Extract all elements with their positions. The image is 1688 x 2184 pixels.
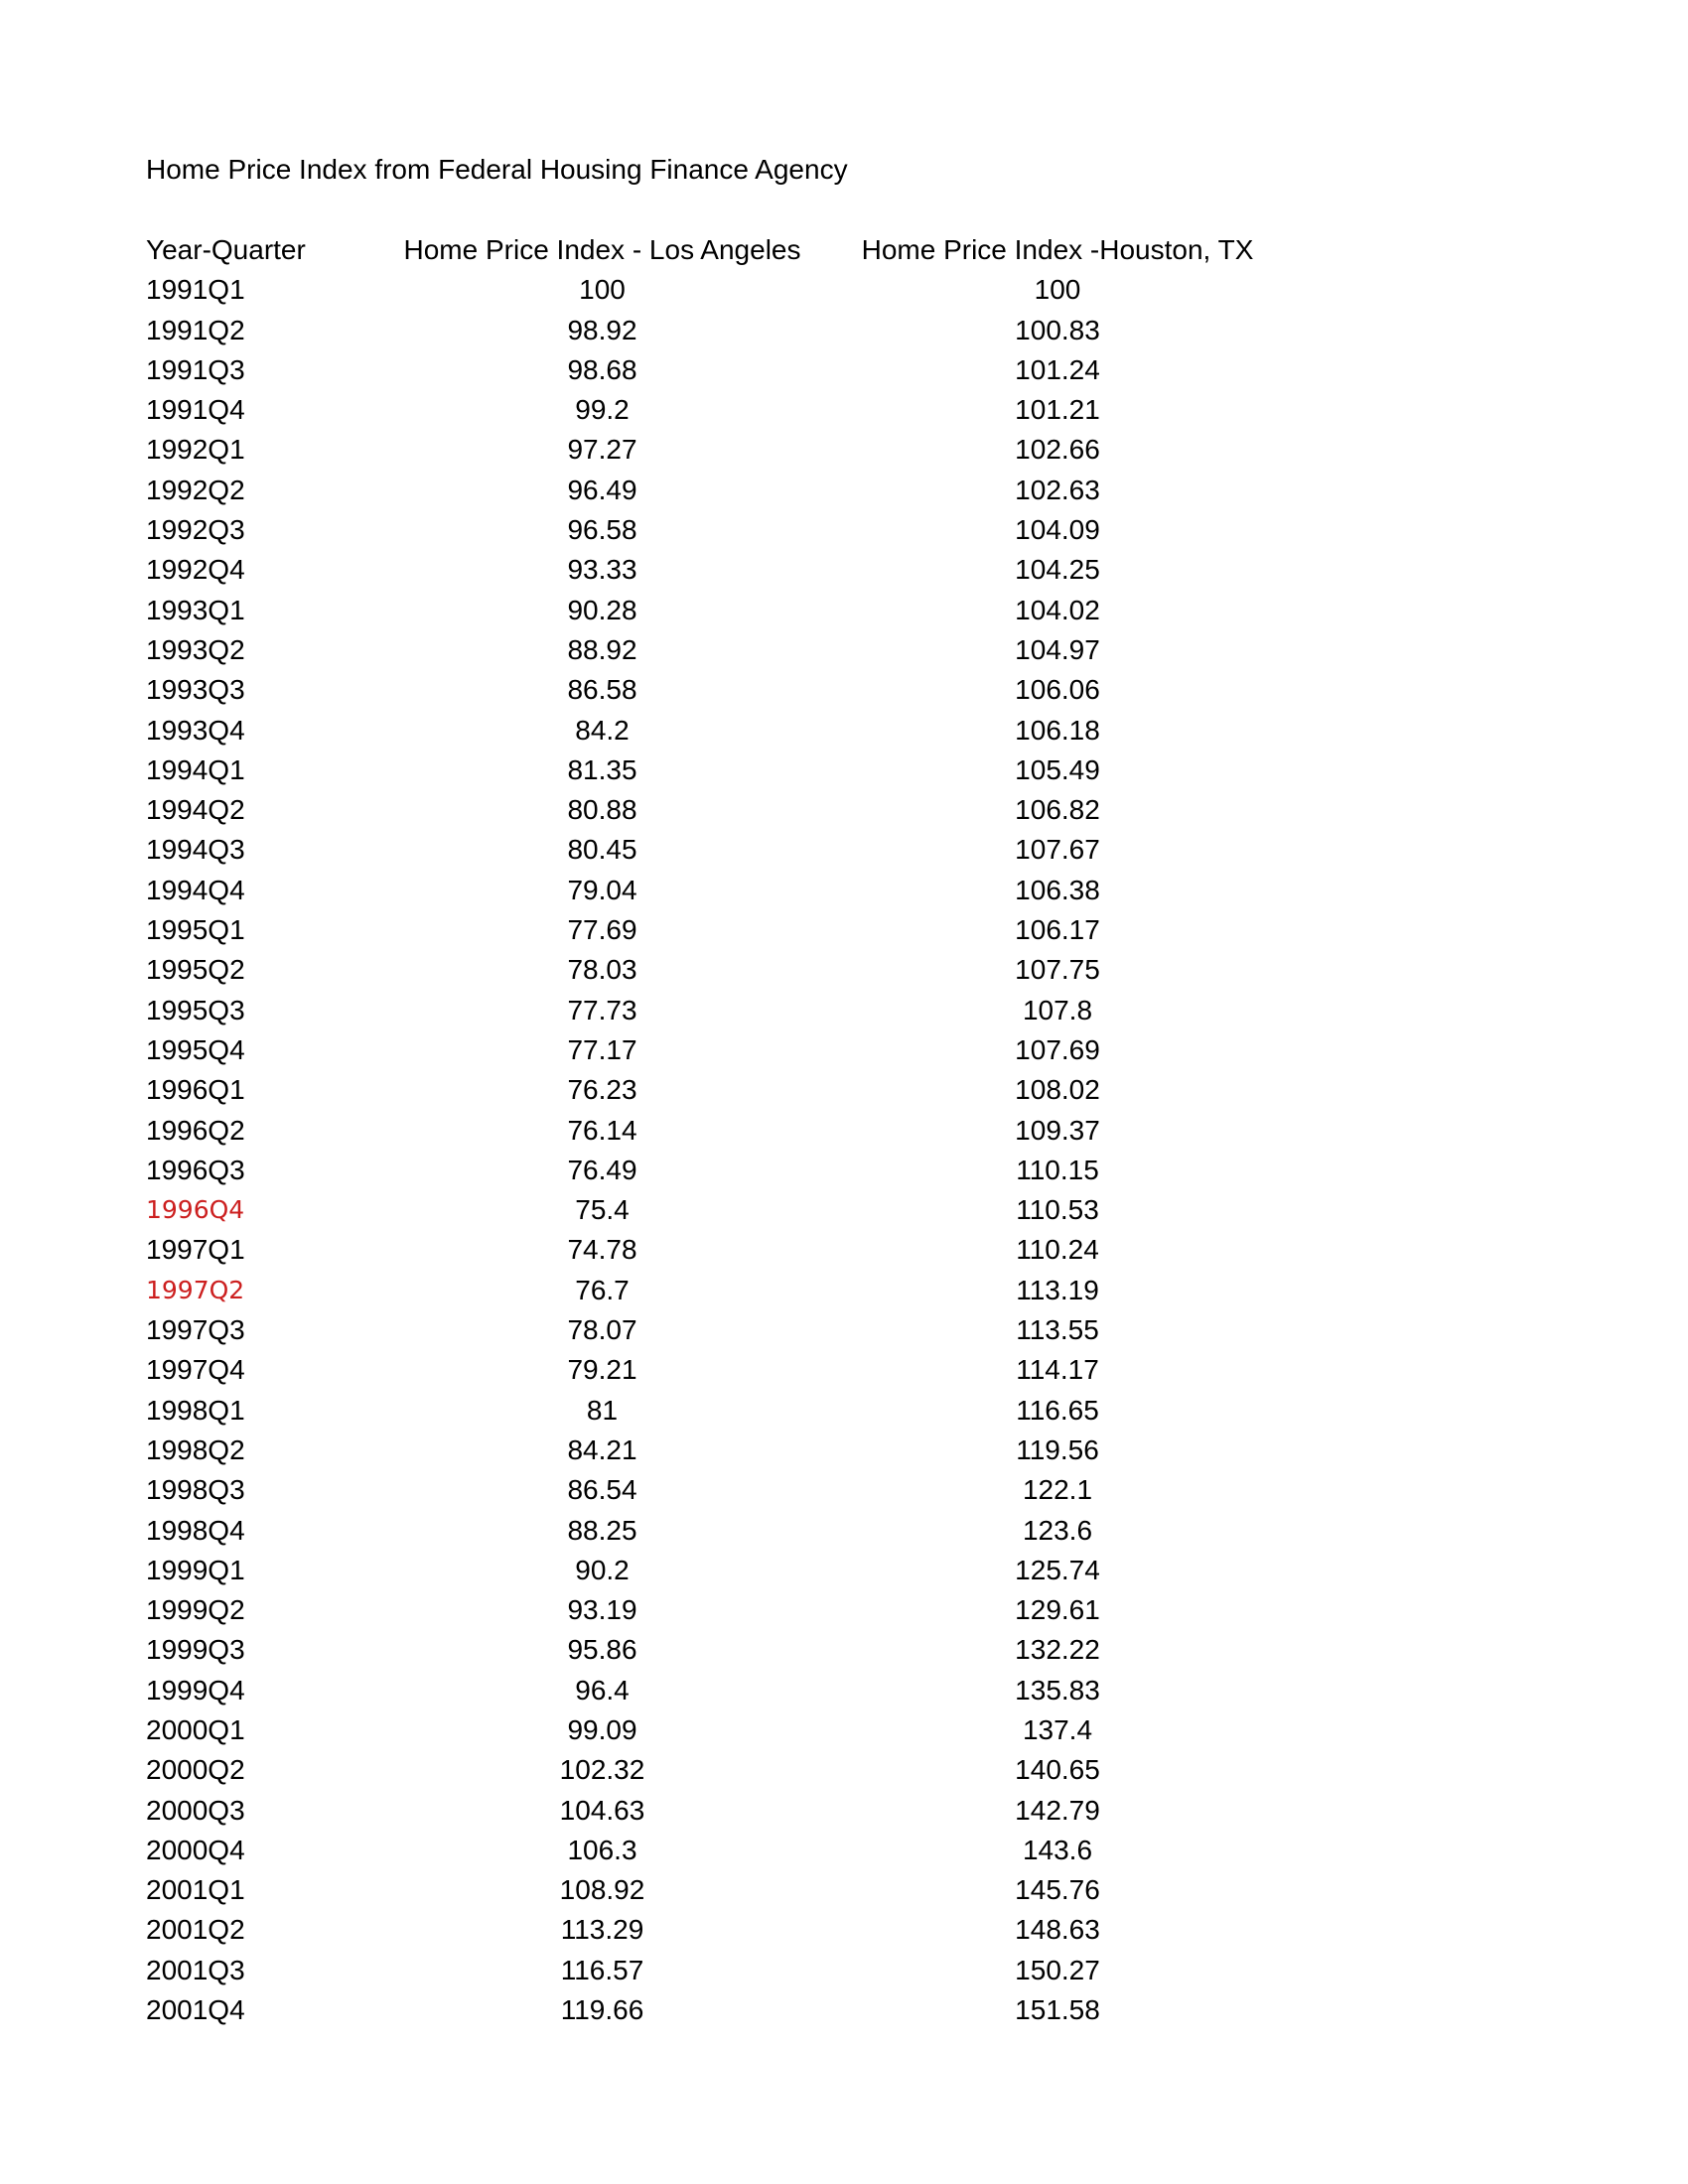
cell-year-quarter: 1998Q2 xyxy=(146,1433,245,1465)
cell-houston-index: 140.65 xyxy=(1015,1754,1100,1786)
table-row xyxy=(146,1951,1287,1990)
cell-houston-index: 108.02 xyxy=(1015,1074,1100,1106)
cell-los-angeles-index: 90.2 xyxy=(575,1554,630,1585)
cell-houston-index: 107.75 xyxy=(1015,954,1100,986)
cell-houston-index: 107.69 xyxy=(1015,1033,1100,1065)
cell-year-quarter: 1991Q2 xyxy=(146,314,245,345)
cell-los-angeles-index: 86.58 xyxy=(567,674,637,706)
cell-houston-index: 110.15 xyxy=(1016,1154,1099,1185)
table-row xyxy=(146,871,1287,910)
table-row xyxy=(146,1551,1287,1590)
cell-houston-index: 105.49 xyxy=(1015,753,1100,785)
cell-los-angeles-index: 76.14 xyxy=(567,1114,637,1146)
cell-los-angeles-index: 98.68 xyxy=(567,353,637,385)
cell-houston-index: 122.1 xyxy=(1022,1474,1093,1506)
home-price-index-table xyxy=(146,230,1287,2030)
cell-houston-index: 125.74 xyxy=(1015,1554,1100,1585)
table-row xyxy=(146,1791,1287,1831)
table-row xyxy=(146,430,1287,470)
table-row xyxy=(146,830,1287,870)
cell-year-quarter: 1993Q4 xyxy=(146,714,245,746)
cell-year-quarter: 1994Q4 xyxy=(146,874,245,905)
cell-los-angeles-index: 90.28 xyxy=(567,594,637,625)
cell-houston-index: 151.58 xyxy=(1015,1994,1100,2026)
cell-year-quarter: 2001Q3 xyxy=(146,1954,245,1985)
table-row xyxy=(146,670,1287,710)
table-row xyxy=(146,630,1287,670)
cell-los-angeles-index: 102.32 xyxy=(559,1754,645,1786)
table-row xyxy=(146,1870,1287,1910)
cell-year-quarter: 2000Q3 xyxy=(146,1794,245,1826)
cell-los-angeles-index: 76.7 xyxy=(575,1274,630,1305)
cell-houston-index: 106.82 xyxy=(1015,794,1100,826)
cell-year-quarter: 1991Q3 xyxy=(146,353,245,385)
cell-houston-index: 143.6 xyxy=(1022,1834,1093,1865)
cell-los-angeles-index: 100 xyxy=(579,274,626,306)
cell-houston-index: 119.56 xyxy=(1016,1433,1099,1465)
cell-year-quarter: 2001Q4 xyxy=(146,1994,245,2026)
cell-los-angeles-index: 96.4 xyxy=(575,1674,630,1706)
table-row xyxy=(146,1431,1287,1470)
table-row xyxy=(146,510,1287,550)
cell-houston-index: 110.24 xyxy=(1016,1234,1099,1266)
cell-year-quarter: 1994Q2 xyxy=(146,794,245,826)
cell-los-angeles-index: 78.07 xyxy=(567,1314,637,1346)
cell-los-angeles-index: 80.88 xyxy=(567,794,637,826)
cell-los-angeles-index: 97.27 xyxy=(567,434,637,466)
cell-year-quarter: 1996Q1 xyxy=(146,1074,245,1106)
table-row xyxy=(146,991,1287,1030)
cell-houston-index: 106.17 xyxy=(1015,914,1100,946)
cell-los-angeles-index: 79.21 xyxy=(567,1354,637,1386)
cell-los-angeles-index: 119.66 xyxy=(560,1994,644,2026)
cell-los-angeles-index: 99.09 xyxy=(567,1713,637,1745)
cell-year-quarter: 1998Q1 xyxy=(146,1394,245,1426)
cell-year-quarter: 1997Q2 xyxy=(146,1275,245,1304)
cell-houston-index: 109.37 xyxy=(1015,1114,1100,1146)
table-row xyxy=(146,1590,1287,1630)
table-row xyxy=(146,790,1287,830)
cell-los-angeles-index: 96.49 xyxy=(567,474,637,505)
table-row xyxy=(146,711,1287,751)
cell-houston-index: 106.18 xyxy=(1015,714,1100,746)
cell-los-angeles-index: 84.21 xyxy=(567,1433,637,1465)
cell-houston-index: 101.21 xyxy=(1015,394,1100,426)
cell-year-quarter: 1991Q4 xyxy=(146,394,245,426)
cell-year-quarter: 1994Q1 xyxy=(146,753,245,785)
cell-year-quarter: 2001Q2 xyxy=(146,1914,245,1946)
header-houston: Home Price Index -Houston, TX xyxy=(861,234,1254,265)
table-row xyxy=(146,1710,1287,1750)
cell-houston-index: 107.8 xyxy=(1022,994,1093,1025)
cell-year-quarter: 2000Q1 xyxy=(146,1713,245,1745)
table-row xyxy=(146,751,1287,790)
table-row xyxy=(146,270,1287,310)
cell-year-quarter: 1999Q3 xyxy=(146,1634,245,1666)
cell-houston-index: 110.53 xyxy=(1016,1194,1099,1226)
cell-year-quarter: 1993Q3 xyxy=(146,674,245,706)
cell-year-quarter: 1992Q3 xyxy=(146,514,245,546)
cell-houston-index: 145.76 xyxy=(1015,1874,1100,1906)
cell-los-angeles-index: 88.25 xyxy=(567,1514,637,1546)
table-row xyxy=(146,1671,1287,1710)
document-title: Home Price Index from Federal Housing Finance Agency xyxy=(146,154,848,185)
cell-houston-index: 123.6 xyxy=(1022,1514,1093,1546)
cell-los-angeles-index: 81.35 xyxy=(567,753,637,785)
cell-los-angeles-index: 80.45 xyxy=(567,834,637,866)
table-row xyxy=(146,1910,1287,1950)
table-row xyxy=(146,950,1287,990)
header-year-quarter: Year-Quarter xyxy=(146,234,306,265)
cell-los-angeles-index: 113.29 xyxy=(560,1914,644,1946)
cell-los-angeles-index: 96.58 xyxy=(567,514,637,546)
cell-los-angeles-index: 76.49 xyxy=(567,1154,637,1185)
cell-los-angeles-index: 116.57 xyxy=(560,1954,644,1985)
cell-los-angeles-index: 86.54 xyxy=(567,1474,637,1506)
cell-year-quarter: 1992Q4 xyxy=(146,554,245,586)
cell-year-quarter: 1996Q2 xyxy=(146,1114,245,1146)
cell-los-angeles-index: 88.92 xyxy=(567,633,637,665)
cell-los-angeles-index: 75.4 xyxy=(575,1194,630,1226)
table-row xyxy=(146,910,1287,950)
cell-year-quarter: 1999Q4 xyxy=(146,1674,245,1706)
cell-los-angeles-index: 93.33 xyxy=(567,554,637,586)
cell-los-angeles-index: 98.92 xyxy=(567,314,637,345)
cell-houston-index: 107.67 xyxy=(1015,834,1100,866)
cell-year-quarter: 1999Q1 xyxy=(146,1554,245,1585)
cell-houston-index: 100 xyxy=(1034,274,1081,306)
table-row xyxy=(146,1350,1287,1390)
table-row xyxy=(146,1470,1287,1510)
cell-year-quarter: 1991Q1 xyxy=(146,274,245,306)
cell-year-quarter: 2000Q2 xyxy=(146,1754,245,1786)
table-row xyxy=(146,1230,1287,1270)
header-los-angeles: Home Price Index - Los Angeles xyxy=(403,234,801,265)
cell-los-angeles-index: 74.78 xyxy=(567,1234,637,1266)
cell-los-angeles-index: 99.2 xyxy=(575,394,630,426)
cell-year-quarter: 2001Q1 xyxy=(146,1874,245,1906)
cell-year-quarter: 1993Q1 xyxy=(146,594,245,625)
cell-los-angeles-index: 79.04 xyxy=(567,874,637,905)
cell-houston-index: 142.79 xyxy=(1015,1794,1100,1826)
cell-year-quarter: 1998Q3 xyxy=(146,1474,245,1506)
cell-year-quarter: 1997Q3 xyxy=(146,1314,245,1346)
cell-los-angeles-index: 104.63 xyxy=(559,1794,645,1826)
cell-los-angeles-index: 78.03 xyxy=(567,954,637,986)
cell-year-quarter: 1996Q4 xyxy=(146,1195,245,1225)
table-row xyxy=(146,471,1287,510)
cell-los-angeles-index: 81 xyxy=(586,1394,619,1426)
table-row xyxy=(146,1831,1287,1870)
cell-houston-index: 104.97 xyxy=(1015,633,1100,665)
table-row xyxy=(146,1070,1287,1110)
table-row xyxy=(146,1630,1287,1670)
cell-year-quarter: 1995Q3 xyxy=(146,994,245,1025)
cell-los-angeles-index: 93.19 xyxy=(567,1594,637,1626)
cell-houston-index: 116.65 xyxy=(1016,1394,1099,1426)
cell-houston-index: 114.17 xyxy=(1016,1354,1099,1386)
cell-houston-index: 148.63 xyxy=(1015,1914,1100,1946)
table-header xyxy=(146,230,1287,270)
table-row xyxy=(146,1030,1287,1070)
cell-houston-index: 137.4 xyxy=(1022,1713,1093,1745)
cell-houston-index: 101.24 xyxy=(1015,353,1100,385)
table-row xyxy=(146,1151,1287,1190)
header-row xyxy=(146,230,1287,270)
cell-los-angeles-index: 106.3 xyxy=(567,1834,637,1865)
table-row xyxy=(146,311,1287,350)
table-row xyxy=(146,1750,1287,1790)
table-row xyxy=(146,550,1287,590)
cell-year-quarter: 2000Q4 xyxy=(146,1834,245,1865)
cell-houston-index: 106.06 xyxy=(1015,674,1100,706)
cell-houston-index: 100.83 xyxy=(1015,314,1100,345)
table-row xyxy=(146,1310,1287,1350)
cell-year-quarter: 1997Q1 xyxy=(146,1234,245,1266)
cell-year-quarter: 1995Q1 xyxy=(146,914,245,946)
cell-year-quarter: 1996Q3 xyxy=(146,1154,245,1185)
cell-year-quarter: 1999Q2 xyxy=(146,1594,245,1626)
table-row xyxy=(146,1271,1287,1310)
cell-houston-index: 113.55 xyxy=(1016,1314,1099,1346)
cell-houston-index: 132.22 xyxy=(1015,1634,1100,1666)
cell-houston-index: 106.38 xyxy=(1015,874,1100,905)
cell-los-angeles-index: 77.69 xyxy=(567,914,637,946)
table-row xyxy=(146,1111,1287,1151)
cell-year-quarter: 1992Q2 xyxy=(146,474,245,505)
cell-los-angeles-index: 108.92 xyxy=(559,1874,645,1906)
table-row xyxy=(146,1990,1287,2030)
cell-year-quarter: 1992Q1 xyxy=(146,434,245,466)
cell-los-angeles-index: 77.73 xyxy=(567,994,637,1025)
cell-year-quarter: 1993Q2 xyxy=(146,633,245,665)
cell-houston-index: 150.27 xyxy=(1015,1954,1100,1985)
cell-houston-index: 104.09 xyxy=(1015,514,1100,546)
cell-houston-index: 113.19 xyxy=(1016,1274,1099,1305)
cell-houston-index: 102.63 xyxy=(1015,474,1100,505)
cell-year-quarter: 1995Q4 xyxy=(146,1033,245,1065)
cell-houston-index: 129.61 xyxy=(1015,1594,1100,1626)
table-row xyxy=(146,1190,1287,1230)
cell-year-quarter: 1995Q2 xyxy=(146,954,245,986)
table-row xyxy=(146,350,1287,390)
cell-los-angeles-index: 76.23 xyxy=(567,1074,637,1106)
cell-houston-index: 135.83 xyxy=(1015,1674,1100,1706)
cell-houston-index: 104.02 xyxy=(1015,594,1100,625)
cell-los-angeles-index: 84.2 xyxy=(575,714,630,746)
cell-year-quarter: 1997Q4 xyxy=(146,1354,245,1386)
cell-year-quarter: 1994Q3 xyxy=(146,834,245,866)
cell-houston-index: 104.25 xyxy=(1015,554,1100,586)
cell-houston-index: 102.66 xyxy=(1015,434,1100,466)
table-row xyxy=(146,1391,1287,1431)
cell-los-angeles-index: 95.86 xyxy=(567,1634,637,1666)
table-body xyxy=(146,270,1287,2030)
table-row xyxy=(146,1511,1287,1551)
table-row xyxy=(146,591,1287,630)
cell-los-angeles-index: 77.17 xyxy=(567,1033,637,1065)
table-row xyxy=(146,390,1287,430)
cell-year-quarter: 1998Q4 xyxy=(146,1514,245,1546)
